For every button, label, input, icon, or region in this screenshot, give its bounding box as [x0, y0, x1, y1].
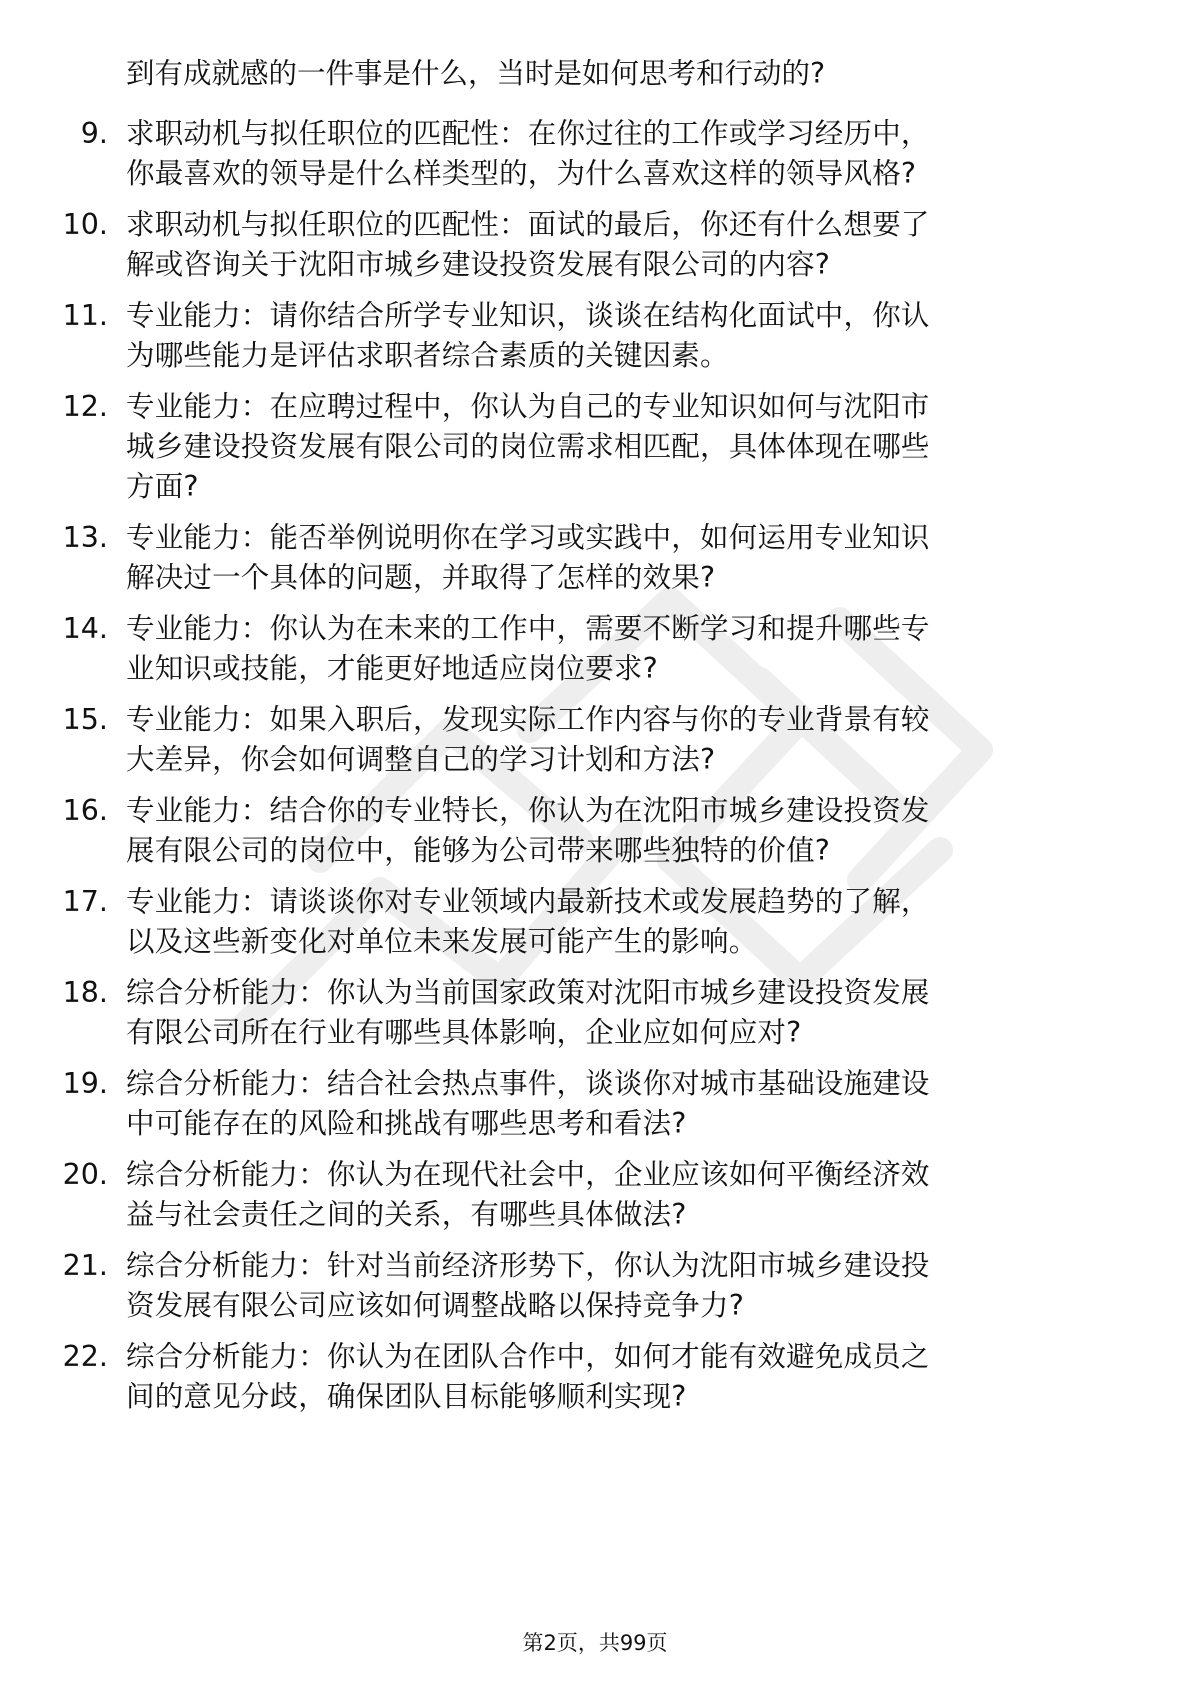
question-number: 13. — [62, 521, 108, 554]
question-item — [0, 1337, 1190, 1417]
question-text — [126, 1155, 1126, 1235]
question-line: 益与社会责任之间的关系，有哪些具体做法? — [126, 1198, 687, 1231]
question-line: 城乡建设投资发展有限公司的岗位需求相匹配，具体体现在哪些 — [126, 430, 930, 463]
question-text — [126, 700, 1126, 780]
question-line: 综合分析能力：针对当前经济形势下，你认为沈阳市城乡建设投 — [126, 1249, 930, 1282]
question-line: 专业能力：结合你的专业特长，你认为在沈阳市城乡建设投资发 — [126, 794, 930, 827]
question-item — [0, 791, 1190, 871]
question-line: 为哪些能力是评估求职者综合素质的关键因素。 — [126, 339, 729, 372]
question-line: 专业能力：在应聘过程中，你认为自己的专业知识如何与沈阳市 — [126, 390, 930, 423]
question-text — [126, 518, 1126, 598]
question-text — [126, 1246, 1126, 1326]
question-line: 专业能力：你认为在未来的工作中，需要不断学习和提升哪些专 — [126, 612, 930, 645]
question-line: 展有限公司的岗位中，能够为公司带来哪些独特的价值? — [126, 834, 831, 867]
question-line: 综合分析能力：你认为在团队合作中，如何才能有效避免成员之 — [126, 1340, 930, 1373]
question-line: 资发展有限公司应该如何调整战略以保持竞争力? — [126, 1289, 745, 1322]
question-line: 专业能力：请谈谈你对专业领域内最新技术或发展趋势的了解， — [126, 885, 930, 918]
question-line: 专业能力：能否举例说明你在学习或实践中，如何运用专业知识 — [126, 521, 930, 554]
question-list — [0, 114, 1190, 1428]
question-text — [126, 609, 1126, 689]
question-text — [126, 882, 1126, 962]
question-line: 求职动机与拟任职位的匹配性：面试的最后，你还有什么想要了 — [126, 208, 930, 241]
question-line: 业知识或技能，才能更好地适应岗位要求? — [126, 652, 658, 685]
question-item — [0, 518, 1190, 598]
question-number: 18. — [62, 976, 108, 1009]
question-item — [0, 882, 1190, 962]
question-number: 15. — [62, 703, 108, 736]
question-text — [126, 1337, 1126, 1417]
question-text — [126, 387, 1126, 507]
question-item — [0, 387, 1190, 507]
question-text — [126, 296, 1126, 376]
question-line: 解决过一个具体的问题，并取得了怎样的效果? — [126, 561, 716, 594]
question-number: 20. — [62, 1158, 108, 1191]
question-item — [0, 1155, 1190, 1235]
question-text — [126, 791, 1126, 871]
question-line: 综合分析能力：结合社会热点事件，谈谈你对城市基础设施建设 — [126, 1067, 930, 1100]
question-number: 12. — [62, 390, 108, 423]
question-number: 10. — [62, 208, 108, 241]
question-number: 21. — [62, 1249, 108, 1282]
question-line: 求职动机与拟任职位的匹配性：在你过往的工作或学习经历中， — [126, 117, 930, 150]
question-item — [0, 114, 1190, 194]
question-line: 综合分析能力：你认为在现代社会中，企业应该如何平衡经济效 — [126, 1158, 930, 1191]
question-number: 9. — [80, 117, 108, 150]
question-line: 综合分析能力：你认为当前国家政策对沈阳市城乡建设投资发展 — [126, 976, 930, 1009]
question-line: 专业能力：如果入职后，发现实际工作内容与你的专业背景有较 — [126, 703, 930, 736]
question-item — [0, 205, 1190, 285]
question-item — [0, 1246, 1190, 1326]
question-text — [126, 114, 1126, 194]
question-line: 你最喜欢的领导是什么样类型的，为什么喜欢这样的领导风格? — [126, 157, 917, 190]
continued-question-text: 到有成就感的一件事是什么，当时是如何思考和行动的? — [126, 57, 826, 90]
question-number: 16. — [62, 794, 108, 827]
question-item — [0, 973, 1190, 1053]
question-line: 以及这些新变化对单位未来发展可能产生的影响。 — [126, 925, 758, 958]
question-line: 大差异，你会如何调整自己的学习计划和方法? — [126, 743, 716, 776]
page-footer: 第2页，共99页 — [522, 1631, 668, 1655]
question-line: 有限公司所在行业有哪些具体影响，企业应如何应对? — [126, 1016, 802, 1049]
question-item — [0, 700, 1190, 780]
question-number: 19. — [62, 1067, 108, 1100]
question-text — [126, 1064, 1126, 1144]
question-line: 专业能力：请你结合所学专业知识，谈谈在结构化面试中，你认 — [126, 299, 930, 332]
question-line: 中可能存在的风险和挑战有哪些思考和看法? — [126, 1107, 687, 1140]
question-text — [126, 205, 1126, 285]
question-number: 22. — [62, 1340, 108, 1373]
question-item — [0, 1064, 1190, 1144]
question-line: 解或咨询关于沈阳市城乡建设投资发展有限公司的内容? — [126, 248, 831, 281]
question-number: 14. — [62, 612, 108, 645]
question-line: 方面? — [126, 470, 199, 503]
question-item — [0, 296, 1190, 376]
question-text — [126, 973, 1126, 1053]
question-item — [0, 609, 1190, 689]
question-number: 11. — [62, 299, 108, 332]
question-line: 间的意见分歧，确保团队目标能够顺利实现? — [126, 1380, 687, 1413]
question-number: 17. — [62, 885, 108, 918]
